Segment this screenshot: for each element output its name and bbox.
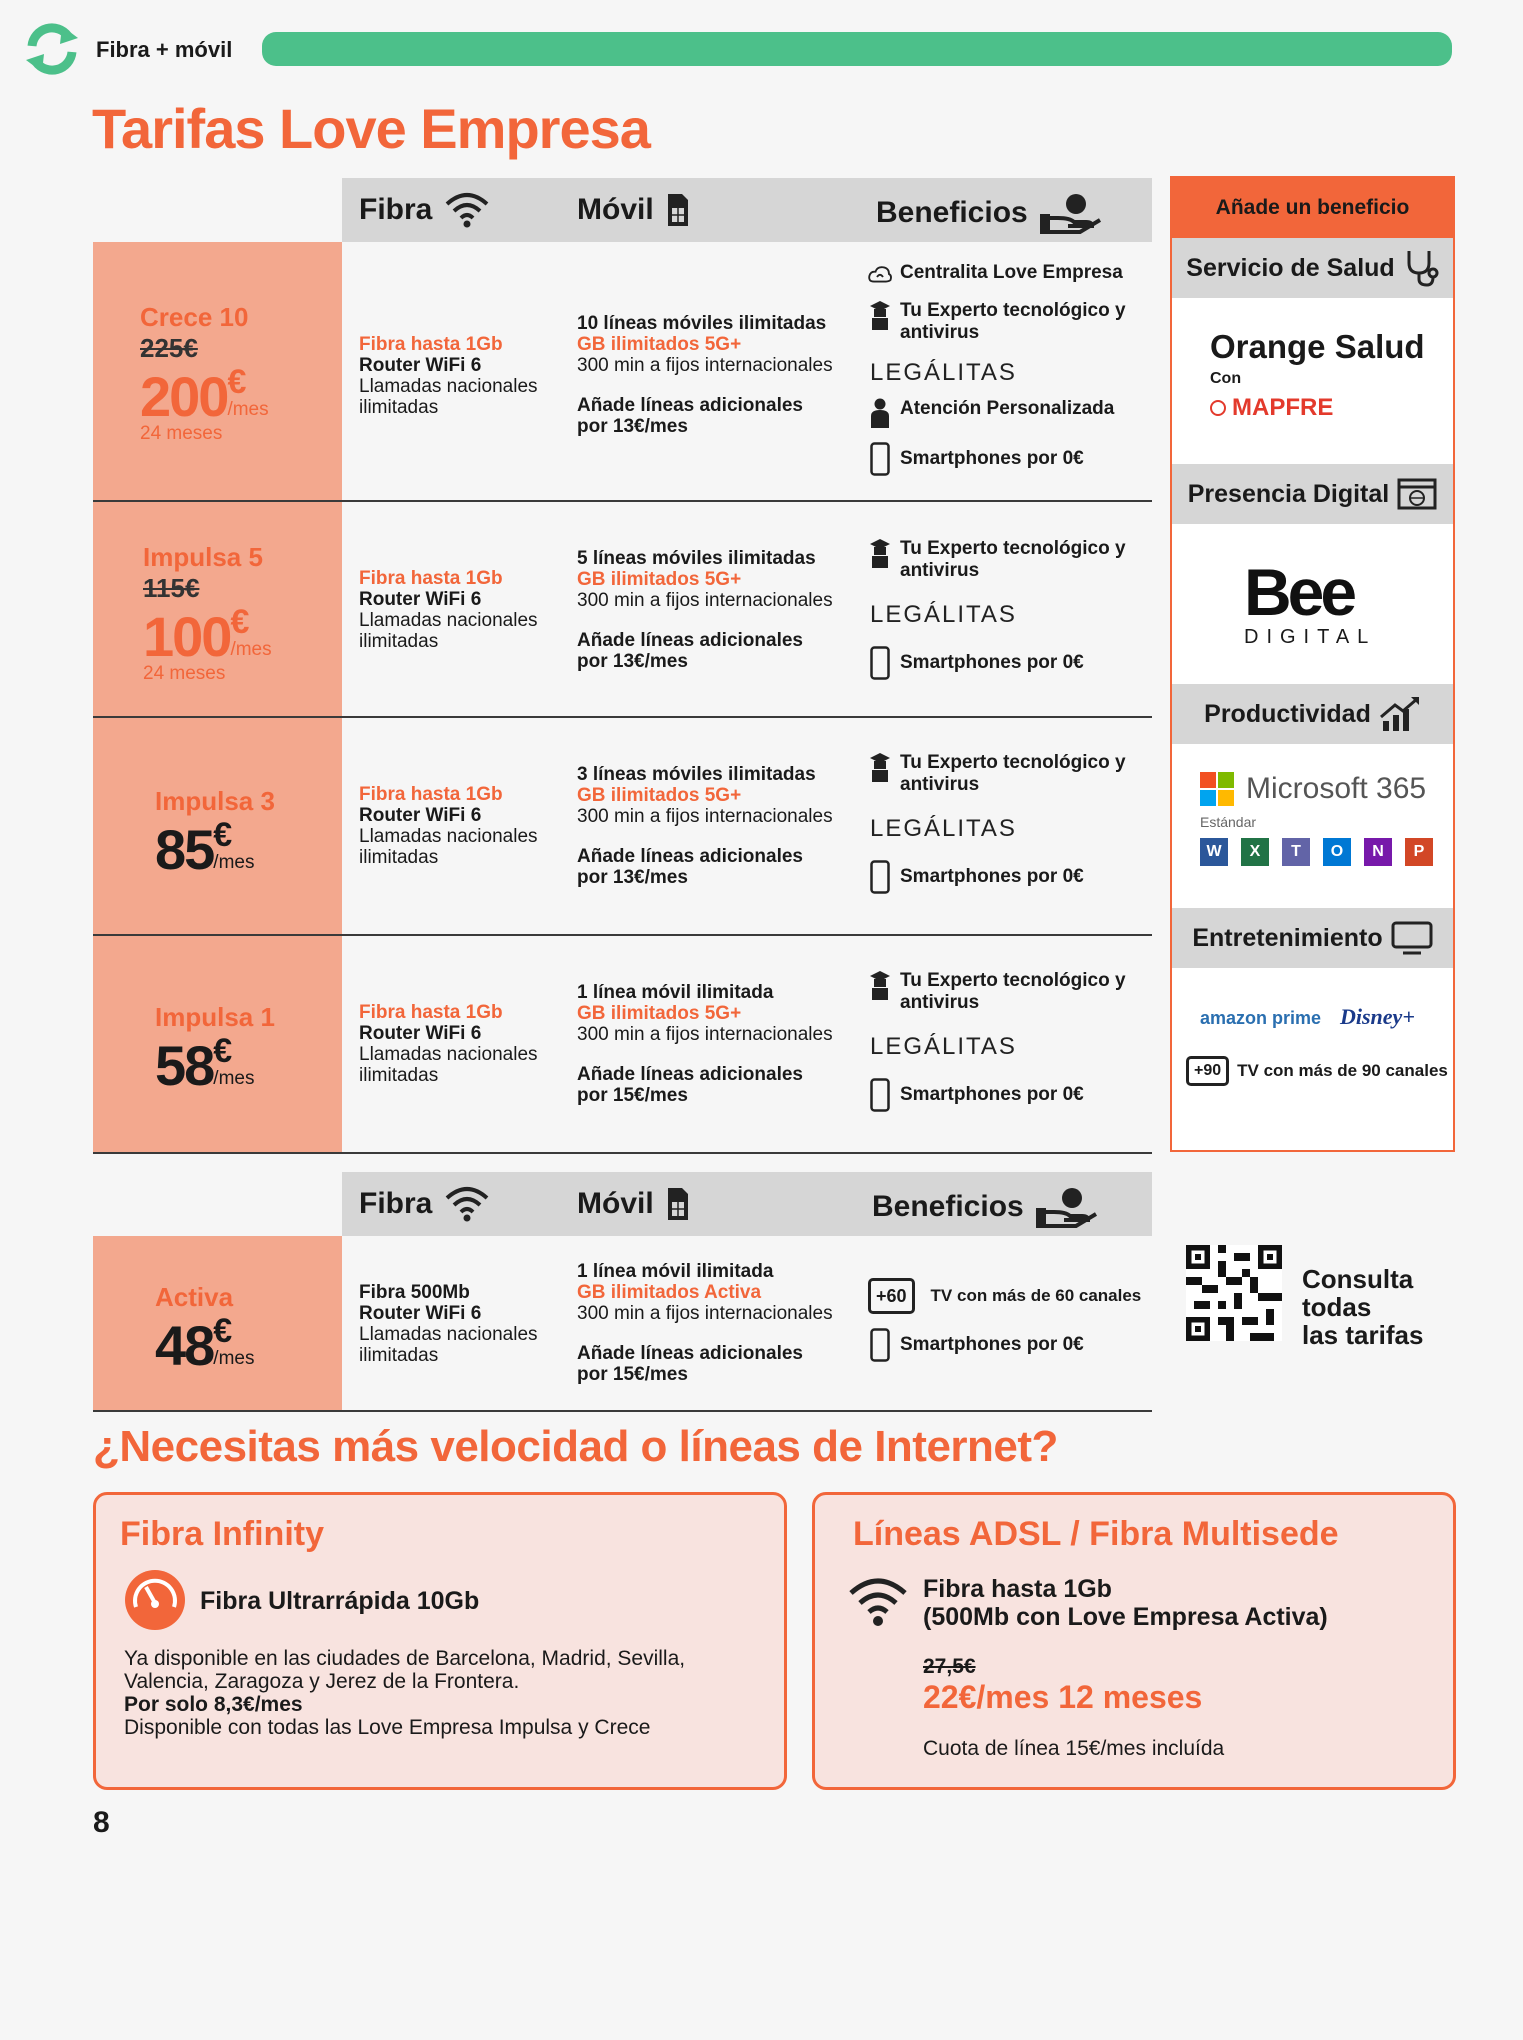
benefit-atencion bbox=[868, 398, 1158, 428]
section-header bbox=[24, 22, 1464, 76]
fibra-speed: Fibra hasta 1Gb bbox=[359, 568, 503, 589]
movil-extra-lines: Añade líneas adicionales por 13€/mes bbox=[577, 395, 803, 437]
plan-price-value: 48 bbox=[155, 1314, 214, 1377]
header-movil bbox=[577, 192, 690, 228]
plan-name: Impulsa 3 bbox=[155, 786, 275, 816]
infinity-availability: Disponible con todas las Love Empresa Impulsa y Crece bbox=[124, 1716, 651, 1739]
graduate-icon bbox=[870, 538, 890, 568]
sim-icon bbox=[666, 1186, 690, 1222]
adsl-note: Cuota de línea 15€/mes incluída bbox=[923, 1737, 1225, 1760]
movil-lines: 5 líneas móviles ilimitadas bbox=[577, 548, 816, 569]
movil-extra-lines: Añade líneas adicionales por 15€/mes bbox=[577, 1343, 803, 1385]
adsl-speed bbox=[923, 1575, 1328, 1631]
benefit-centralita bbox=[868, 262, 1158, 286]
plan-price-value: 100 bbox=[143, 605, 231, 668]
plan-name: Crece 10 bbox=[140, 302, 249, 332]
header-fibra bbox=[359, 1186, 490, 1222]
movil-data: GB ilimitados 5G+ bbox=[577, 334, 742, 355]
qr-caption bbox=[1302, 1265, 1423, 1349]
speedometer-icon bbox=[124, 1569, 186, 1631]
plan-row-crece-10 bbox=[93, 242, 1152, 502]
infinity-text bbox=[124, 1647, 764, 1739]
benefit-label: Tu Experto tecnológico y antivirus bbox=[900, 752, 1126, 795]
plan-row-activa bbox=[93, 1236, 1152, 1412]
plan-currency: € bbox=[213, 816, 231, 854]
outlook-icon: O bbox=[1323, 838, 1351, 866]
salud-title: Servicio de Salud bbox=[1186, 253, 1395, 282]
salud-bar bbox=[1172, 238, 1453, 298]
graduate-icon bbox=[870, 752, 890, 782]
mapfre-label: MAPFRE bbox=[1232, 394, 1334, 421]
adsl-old-price: 27,5€ bbox=[923, 1655, 976, 1678]
header-beneficios bbox=[872, 1186, 1098, 1228]
teams-icon: T bbox=[1282, 838, 1310, 866]
fibra-router: Router WiFi 6 bbox=[359, 805, 482, 826]
benefit-label: Smartphones por 0€ bbox=[900, 448, 1084, 469]
plan-name: Impulsa 1 bbox=[155, 1002, 275, 1032]
qr-caption-line: las tarifas bbox=[1302, 1320, 1424, 1350]
benefit-label: Smartphones por 0€ bbox=[900, 866, 1084, 887]
plan-currency: € bbox=[213, 1312, 231, 1350]
qr-caption-line: todas bbox=[1302, 1292, 1372, 1322]
fibra-calls: Llamadas nacionales ilimitadas bbox=[359, 1324, 538, 1366]
onenote-icon: N bbox=[1364, 838, 1392, 866]
page-number: 8 bbox=[93, 1806, 110, 1839]
hand-heart-icon bbox=[1040, 192, 1102, 234]
salud-con: Con bbox=[1210, 370, 1242, 387]
add-benefit-panel bbox=[1170, 176, 1455, 1152]
tv-badge: +60 bbox=[868, 1278, 915, 1314]
infinity-title: Fibra Infinity bbox=[120, 1515, 324, 1553]
sync-icon bbox=[24, 22, 80, 76]
salud-box bbox=[1172, 298, 1453, 464]
hand-heart-icon bbox=[1036, 1186, 1098, 1228]
plan-fibra bbox=[359, 1002, 559, 1086]
legalitas-logo: LEGÁLITAS bbox=[870, 359, 1017, 386]
benefit-smartphones bbox=[868, 1328, 1158, 1362]
bee-logo-sub: DIGITAL bbox=[1244, 626, 1377, 648]
qr-code-icon bbox=[1186, 1245, 1282, 1341]
wifi-icon bbox=[847, 1577, 909, 1627]
growth-chart-icon bbox=[1379, 695, 1421, 733]
entretenimiento-bar bbox=[1172, 908, 1453, 968]
adsl-title: Líneas ADSL / Fibra Multisede bbox=[853, 1515, 1339, 1553]
entretenimiento-title: Entretenimiento bbox=[1192, 923, 1383, 952]
benefit-smartphones bbox=[868, 1078, 1158, 1112]
movil-intl: 300 min a fijos internacionales bbox=[577, 806, 833, 827]
stethoscope-icon bbox=[1403, 249, 1439, 287]
tv-badge: +90 bbox=[1186, 1056, 1229, 1086]
powerpoint-icon: P bbox=[1405, 838, 1433, 866]
fibra-calls: Llamadas nacionales ilimitadas bbox=[359, 1044, 538, 1086]
benefit-experto bbox=[868, 752, 1158, 796]
benefit-smartphones bbox=[868, 442, 1158, 476]
movil-data: GB ilimitados 5G+ bbox=[577, 569, 742, 590]
fibra-speed: Fibra hasta 1Gb bbox=[359, 334, 503, 355]
fibra-router: Router WiFi 6 bbox=[359, 1023, 482, 1044]
fibra-router: Router WiFi 6 bbox=[359, 589, 482, 610]
plan-benefits bbox=[868, 1278, 1158, 1362]
smartphone-icon bbox=[870, 646, 890, 680]
movil-data: GB ilimitados 5G+ bbox=[577, 785, 742, 806]
amazon-prime-logo: amazon prime bbox=[1200, 1008, 1322, 1028]
orange-salud-logo: Orange Salud bbox=[1210, 328, 1425, 365]
benefit-label: Smartphones por 0€ bbox=[900, 1084, 1084, 1105]
movil-extra-lines: Añade líneas adicionales por 13€/mes bbox=[577, 846, 803, 888]
section2-title: ¿Necesitas más velocidad o líneas de Internet? bbox=[93, 1422, 1058, 1471]
digital-title: Presencia Digital bbox=[1187, 479, 1390, 508]
plan-currency: € bbox=[213, 1032, 231, 1070]
header-beneficios-label: Beneficios bbox=[872, 1190, 1024, 1223]
digital-box bbox=[1172, 524, 1453, 684]
header-fibra bbox=[359, 192, 490, 228]
movil-lines: 1 línea móvil ilimitada bbox=[577, 1261, 774, 1282]
legalitas-logo: LEGÁLITAS bbox=[870, 815, 1017, 842]
header-movil-label: Móvil bbox=[577, 1187, 654, 1220]
plan-fibra bbox=[359, 568, 559, 652]
benefit-label: Smartphones por 0€ bbox=[900, 652, 1084, 673]
panel-header: Añade un beneficio bbox=[1172, 178, 1453, 238]
header-beneficios-label: Beneficios bbox=[876, 196, 1028, 229]
microsoft-365-label: Microsoft 365 bbox=[1246, 772, 1427, 805]
benefit-label: Tu Experto tecnológico y antivirus bbox=[900, 970, 1126, 1013]
movil-extra-lines: Añade líneas adicionales por 13€/mes bbox=[577, 630, 803, 672]
header-fibra-label: Fibra bbox=[359, 1187, 433, 1220]
microsoft-logo-icon bbox=[1200, 772, 1234, 806]
header-movil-label: Móvil bbox=[577, 193, 654, 226]
benefit-label: Atención Personalizada bbox=[900, 398, 1115, 419]
movil-intl: 300 min a fijos internacionales bbox=[577, 1303, 833, 1324]
plan-benefits bbox=[868, 970, 1158, 1112]
section-label: Fibra + móvil bbox=[96, 37, 233, 62]
tv-90-label: TV con más de 90 canales bbox=[1237, 1061, 1448, 1080]
adsl-multisede-box bbox=[812, 1492, 1456, 1790]
plan-old-price: 115€ bbox=[143, 573, 200, 603]
entretenimiento-box bbox=[1172, 968, 1453, 1132]
graduate-icon bbox=[870, 970, 890, 1000]
movil-lines: 1 línea móvil ilimitada bbox=[577, 982, 774, 1003]
word-icon: W bbox=[1200, 838, 1228, 866]
smartphone-icon bbox=[870, 442, 890, 476]
microsoft-tier: Estándar bbox=[1200, 814, 1257, 830]
movil-data: GB ilimitados Activa bbox=[577, 1282, 762, 1303]
plan-price-block bbox=[143, 542, 392, 685]
movil-intl: 300 min a fijos internacionales bbox=[577, 590, 833, 611]
fibra-speed: Fibra 500Mb bbox=[359, 1282, 470, 1303]
fibra-router: Router WiFi 6 bbox=[359, 1303, 482, 1324]
benefit-label: Tu Experto tecnológico y antivirus bbox=[900, 300, 1126, 343]
plan-row-impulsa-1 bbox=[93, 936, 1152, 1154]
adsl-speed-line: Fibra hasta 1Gb bbox=[923, 1575, 1112, 1603]
productividad-bar bbox=[1172, 684, 1453, 744]
plan-currency: € bbox=[230, 603, 248, 641]
browser-globe-icon bbox=[1397, 478, 1437, 510]
bee-logo: Bee bbox=[1244, 555, 1354, 629]
mapfre-icon bbox=[1210, 400, 1226, 416]
disney-plus-logo: Disney+ bbox=[1340, 1004, 1415, 1029]
benefit-experto bbox=[868, 300, 1158, 344]
plan-benefits bbox=[868, 538, 1158, 680]
benefit-experto bbox=[868, 538, 1158, 582]
fibra-speed: Fibra hasta 1Gb bbox=[359, 784, 503, 805]
fibra-calls: Llamadas nacionales ilimitadas bbox=[359, 826, 538, 868]
fibra-infinity-box bbox=[93, 1492, 787, 1790]
tv-icon bbox=[1391, 921, 1433, 955]
fibra-speed: Fibra hasta 1Gb bbox=[359, 1002, 503, 1023]
sim-icon bbox=[666, 192, 690, 228]
plan-period: /mes bbox=[213, 852, 255, 873]
cloud-phone-icon bbox=[868, 262, 892, 286]
benefit-label: TV con más de 60 canales bbox=[930, 1286, 1142, 1305]
plan-period: /mes bbox=[213, 1348, 255, 1369]
adsl-speed-line: (500Mb con Love Empresa Activa) bbox=[923, 1603, 1328, 1631]
plan-row-impulsa-3 bbox=[93, 718, 1152, 936]
plan-old-price: 225€ bbox=[140, 333, 198, 363]
plan-price-value: 85 bbox=[155, 818, 214, 881]
person-icon bbox=[870, 398, 890, 428]
movil-lines: 10 líneas móviles ilimitadas bbox=[577, 313, 827, 334]
fibra-calls: Llamadas nacionales ilimitadas bbox=[359, 610, 538, 652]
movil-lines: 3 líneas móviles ilimitadas bbox=[577, 764, 816, 785]
productividad-title: Productividad bbox=[1204, 699, 1371, 728]
plan-price-value: 58 bbox=[155, 1034, 214, 1097]
table-header bbox=[342, 178, 1152, 242]
benefit-experto bbox=[868, 970, 1158, 1014]
plan-fibra bbox=[359, 784, 559, 868]
plan-price bbox=[143, 604, 392, 669]
excel-icon: X bbox=[1241, 838, 1269, 866]
movil-extra-lines: Añade líneas adicionales por 15€/mes bbox=[577, 1064, 803, 1106]
movil-data: GB ilimitados 5G+ bbox=[577, 1003, 742, 1024]
infinity-desc: Ya disponible en las ciudades de Barcelona, Madrid, Sevilla, Valencia, Zaragoza y Jerez de la Frontera. bbox=[124, 1647, 686, 1693]
header-movil bbox=[577, 1186, 690, 1222]
legalitas-logo: LEGÁLITAS bbox=[870, 1033, 1017, 1060]
office-apps bbox=[1200, 838, 1433, 866]
plan-period: /mes bbox=[227, 399, 269, 420]
infinity-subtitle: Fibra Ultrarrápida 10Gb bbox=[200, 1587, 480, 1615]
mapfre-logo bbox=[1210, 394, 1333, 422]
smartphone-icon bbox=[870, 1328, 890, 1362]
plan-name: Activa bbox=[155, 1282, 234, 1312]
table-header-activa bbox=[342, 1172, 1152, 1236]
plan-currency: € bbox=[227, 363, 245, 401]
fibra-router: Router WiFi 6 bbox=[359, 355, 482, 376]
plan-period: /mes bbox=[230, 639, 272, 660]
plan-price bbox=[140, 364, 389, 429]
benefit-smartphones bbox=[868, 646, 1158, 680]
infinity-price: Por solo 8,3€/mes bbox=[124, 1693, 303, 1716]
header-fibra-label: Fibra bbox=[359, 193, 433, 226]
smartphone-icon bbox=[870, 860, 890, 894]
benefit-label: Smartphones por 0€ bbox=[900, 1334, 1084, 1355]
graduate-icon bbox=[870, 300, 890, 330]
plan-benefits bbox=[868, 262, 1158, 476]
productividad-box bbox=[1172, 744, 1453, 908]
benefit-tv bbox=[868, 1278, 1158, 1314]
benefit-label: Centralita Love Empresa bbox=[900, 262, 1123, 283]
plan-row-impulsa-5 bbox=[93, 502, 1152, 718]
benefit-label: Tu Experto tecnológico y antivirus bbox=[900, 538, 1126, 581]
smartphone-icon bbox=[870, 1078, 890, 1112]
plan-period: /mes bbox=[213, 1068, 255, 1089]
section-bar bbox=[262, 32, 1452, 66]
qr-code[interactable] bbox=[1186, 1245, 1282, 1341]
header-beneficios bbox=[876, 192, 1102, 234]
qr-caption-line: Consulta bbox=[1302, 1264, 1414, 1294]
wifi-icon bbox=[444, 192, 490, 228]
benefit-smartphones bbox=[868, 860, 1158, 894]
plan-price-block bbox=[140, 302, 389, 445]
digital-bar bbox=[1172, 464, 1453, 524]
wifi-icon bbox=[444, 1186, 490, 1222]
plan-term: 24 meses bbox=[143, 663, 226, 684]
plan-fibra bbox=[359, 1282, 559, 1366]
plan-term: 24 meses bbox=[140, 423, 223, 444]
plan-name: Impulsa 5 bbox=[143, 542, 263, 572]
plan-price-value: 200 bbox=[140, 365, 228, 428]
plan-benefits bbox=[868, 752, 1158, 894]
page-title: Tarifas Love Empresa bbox=[92, 97, 650, 160]
plan-fibra bbox=[359, 334, 559, 418]
adsl-price: 22€/mes 12 meses bbox=[923, 1679, 1203, 1715]
legalitas-logo: LEGÁLITAS bbox=[870, 601, 1017, 628]
movil-intl: 300 min a fijos internacionales bbox=[577, 355, 833, 376]
movil-intl: 300 min a fijos internacionales bbox=[577, 1024, 833, 1045]
tv-90-channels bbox=[1186, 1056, 1448, 1086]
fibra-calls: Llamadas nacionales ilimitadas bbox=[359, 376, 538, 418]
